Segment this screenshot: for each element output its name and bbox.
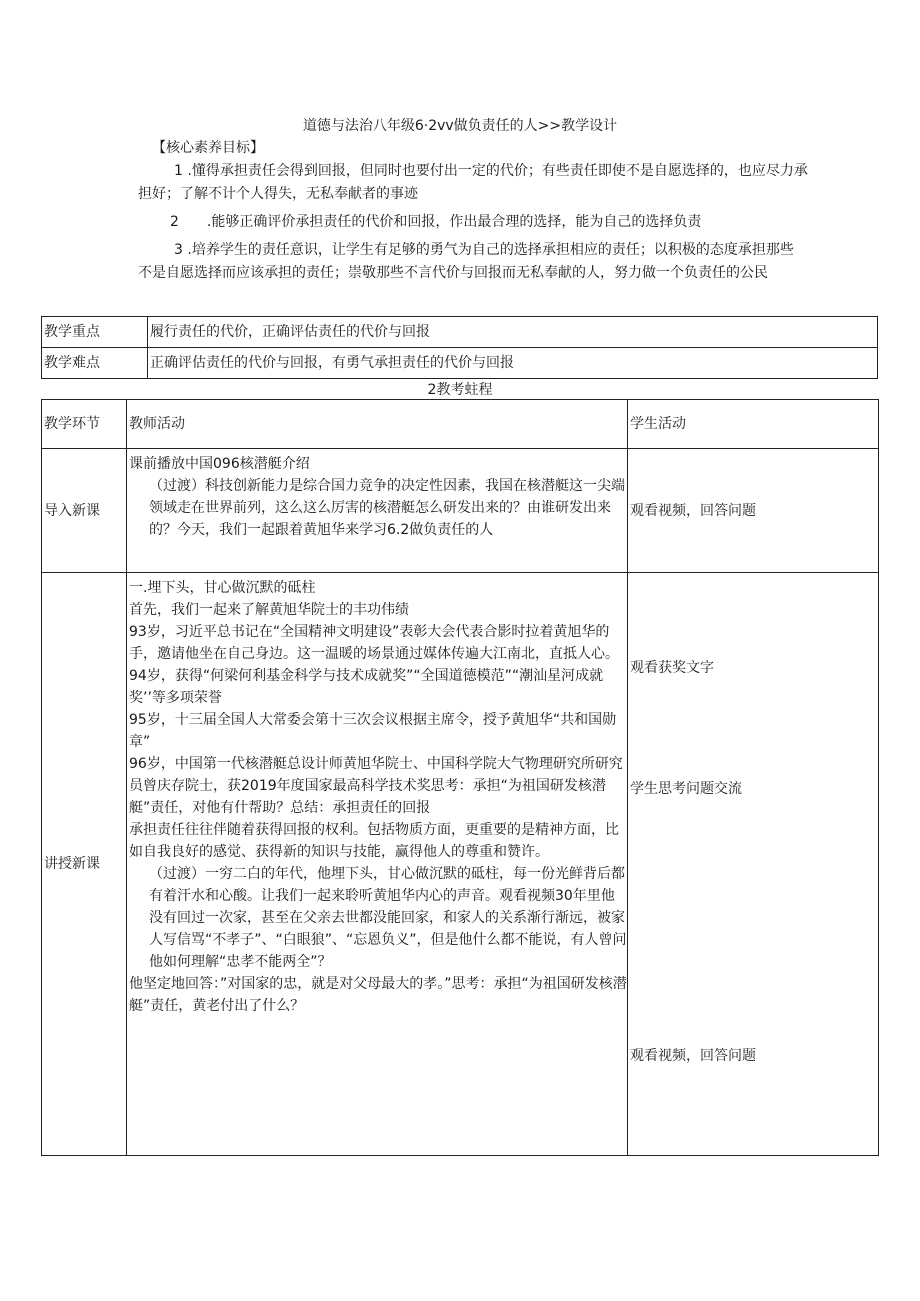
stage-intro: 导入新课 [42,449,127,573]
goal-number: 3 [174,242,183,258]
goal-text: .培养学生的责任意识，让学生有足够的勇气为自己的选择承担相应的责任；以积极的态度承担那些 [182,242,794,258]
goal-number: 2 [170,214,179,230]
teacher-line: 课前播放中国096核潜艇介绍 [129,456,310,472]
table-row [42,449,879,573]
student-activity-main [628,573,879,1156]
key-points-table [41,316,878,379]
student-line: 学生思考问题交流 [630,781,742,797]
header-stage: 教学环节 [42,400,127,449]
goal-text: .懂得承担责任会得到回报，但同时也要付出一定的代价；有些责任即使不是自愿选择的，也应尽力承 [182,163,808,179]
teacher-line: 一.埋下头，甘心做沉默的砥柱 [129,580,316,596]
difficulty-value: 正确评估责任的代价与回报，有勇气承担责任的代价与回报 [148,348,878,379]
document-title: 道德与法治八年级6·2vv做负责任的人>>教学设计 [302,118,618,134]
student-line: 观看视频，回答问题 [630,1048,756,1064]
teacher-line: 96岁，中国第一代核潜艇总设计师黄旭华院士、中国科学院大气物理研究所研究员曾庆存院士，获2019年度国家最高科学技术奖思考：承担“为祖国研发核潜艇”责任，对他有什帮助？总结：承担责任的回报 [129,756,623,816]
table-row [42,348,878,379]
teacher-line: （过渡）科技创新能力是综合国力竞争的决定性因素，我国在核潜艇这一尖端领域走在世界前列，这么这么厉害的核潜艇怎么研发出来的？由谁研发出来的？今天，我们一起跟着黄旭华来学习6.2做负责任的人 [149,478,625,538]
key-point-value: 履行责任的代价，正确评估责任的代价与回报 [148,317,878,348]
table-row [42,573,879,1156]
core-goals-list [138,160,878,290]
teacher-line: 94岁，获得“何梁何利基金科学与技术成就奖”“全国道德模范”“潮汕星河成就奖’’等多项荣誉 [129,668,604,706]
header-teacher: 教师活动 [127,400,628,449]
teacher-line: 93岁，习近平总书记在“全国精神文明建设”表彰大会代表合影时拉着黄旭华的手，邀请他坐在自己身边。这一温暖的场景通过媒体传遍大江南北，直抵人心。 [129,624,619,662]
goal-item [138,211,878,234]
goal-text-continued: 担好；了解不计个人得失，无私奉献者的事迹 [138,186,418,202]
stage-main: 讲授新课 [42,573,127,1156]
table-row [42,317,878,348]
goal-text-continued: 不是自愿选择而应该承担的责任；崇敬那些不言代价与回报而无私奉献的人，努力做一个负责任的公民 [138,265,768,281]
teacher-line: （过渡）一穷二白的年代，他埋下头，甘心做沉默的砥柱，每一份光鲜背后都有着汗水和心酸。让我们一起来聆听黄旭华内心的声音。观看视频30年里他没有回过一次家，甚至在父亲去世都没能回家，和家人的关系渐行渐远，被家人写信骂“不孝子”、“白眼狼”、“忘恩负义”，但是他什么都不能说，有人曾问他如何理解“忠孝不能两全”？ [149,866,627,970]
teacher-line: 承担责任往往伴随着获得回报的权利。包括物质方面，更重要的是精神方面，比如自我良好的感觉、获得新的知识与技能，赢得他人的尊重和赞许。 [129,822,619,860]
teacher-activity-main [127,573,628,1156]
teacher-line: 首先，我们一起来了解黄旭华院士的丰功伟绩 [129,602,409,618]
table-header-row [42,400,879,449]
header-student: 学生活动 [628,400,879,449]
difficulty-label: 教学难点 [42,348,148,379]
goal-number: 1 [174,163,183,179]
core-goals-heading: 【核心素养目标】 [152,140,264,156]
key-point-label: 教学重点 [42,317,148,348]
teacher-activity-intro [127,449,628,573]
goal-item [138,160,878,206]
goal-item [138,239,878,285]
teacher-line: 95岁，十三届全国人大常委会第十三次会议根据主席令，授予黄旭华“共和国勋章” [129,712,617,750]
teacher-line: 他坚定地回答：”对国家的忠，就是对父母最大的孝。”思考：承担“为祖国研发核潜艇”责任，黄老付出了什么？ [129,976,627,1014]
teaching-process-caption: 2教考蛀程 [427,382,493,398]
goal-text: .能够正确评价承担责任的代价和回报，作出最合理的选择，能为自己的选择负责 [178,214,702,230]
student-line: 观看获奖文字 [630,660,714,676]
teaching-process-table [41,399,879,1156]
student-activity-intro: 观看视频，回答问题 [628,449,879,573]
